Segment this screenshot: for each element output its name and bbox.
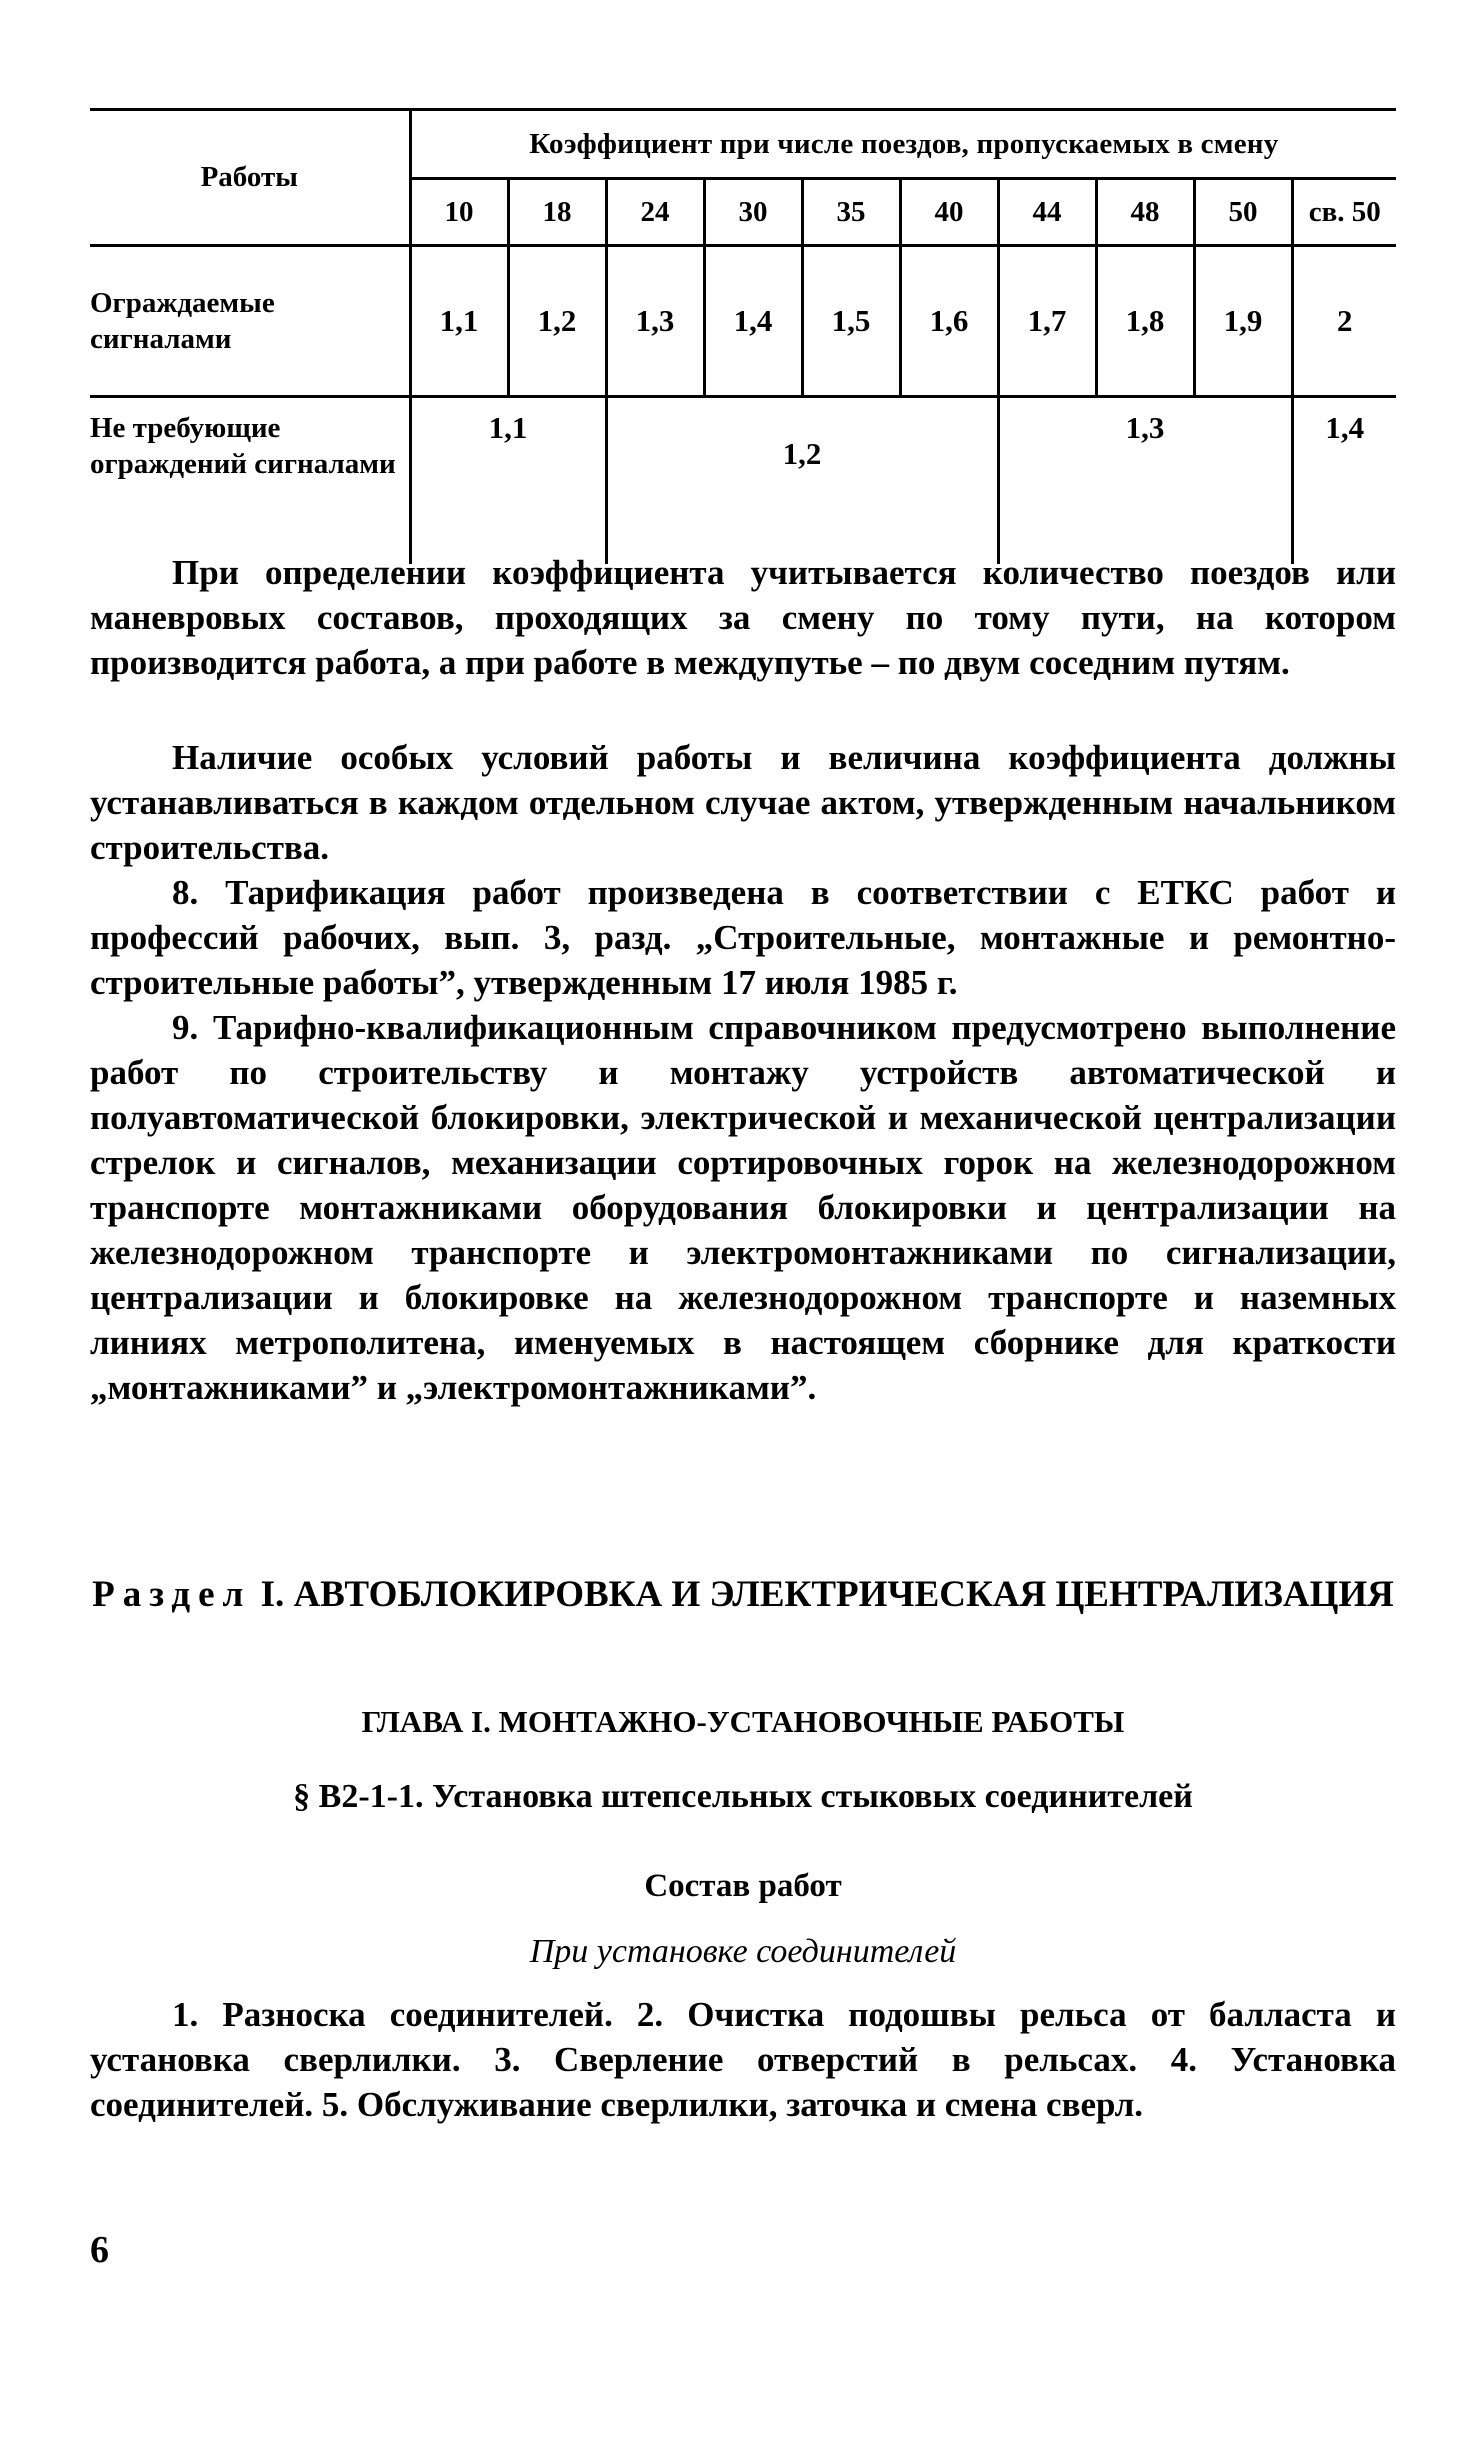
table-cell: 1,7 bbox=[998, 246, 1096, 397]
works-composition-heading: Состав работ bbox=[644, 1868, 842, 1904]
column-header: 10 bbox=[410, 179, 508, 246]
table-cell: 1,1 bbox=[410, 246, 508, 397]
table-cell: 1,8 bbox=[1096, 246, 1194, 397]
column-header: 40 bbox=[900, 179, 998, 246]
column-header: 48 bbox=[1096, 179, 1194, 246]
works-column-header: Работы bbox=[90, 110, 410, 246]
section-heading bbox=[90, 1572, 1396, 1618]
chapter-heading: ГЛАВА I. МОНТАЖНО-УСТАНОВОЧНЫЕ РАБОТЫ bbox=[361, 1704, 1125, 1739]
table-cell: 1,1 bbox=[410, 397, 606, 565]
body-paragraph: 8. Тарификация работ произведена в соответствии с ЕТКС работ и профессий рабочих, вып. 3, разд. „Строительные, монтажные и ремонтно-строительные работы”, утвержденным 17 июля 1985 г. bbox=[90, 873, 1396, 1002]
page-number: 6 bbox=[90, 2229, 109, 2271]
table-cell: 2 bbox=[1292, 246, 1396, 397]
column-header: 24 bbox=[606, 179, 704, 246]
table-cell: 1,4 bbox=[1325, 410, 1365, 445]
column-header: 50 bbox=[1194, 179, 1292, 246]
table-cell: 1,3 bbox=[998, 397, 1292, 565]
column-header: 30 bbox=[704, 179, 802, 246]
table-cell: 1,4 bbox=[704, 246, 802, 397]
column-header: св. 50 bbox=[1308, 195, 1381, 228]
paragraph-title: § В2-1-1. Установка штепсельных стыковых соединителей bbox=[293, 1778, 1193, 1815]
column-header: 18 bbox=[508, 179, 606, 246]
table-cell: 1,3 bbox=[606, 246, 704, 397]
coefficient-group-header: Коэффициент при числе поездов, пропускаемых в смену bbox=[410, 110, 1396, 179]
column-header: 44 bbox=[998, 179, 1096, 246]
section-title: I. АВТОБЛОКИРОВКА И ЭЛЕКТРИЧЕСКАЯ ЦЕНТРАЛИЗАЦИЯ bbox=[260, 1574, 1394, 1615]
table-cell: 1,5 bbox=[802, 246, 900, 397]
body-paragraph: 9. Тарифно-квалификационным справочником предусмотрено выполнение работ по строительству и монтажу устройств автоматической и полуавтоматической блокировки, электрической и механической централизации стрелок и сигналов, механизации сортировочных горок на железнодорожном транспорте монтажниками оборудования блокировки и централизации на железнодорожном транспорте и электромонтажниками по сигнализации, централизации и блокировке на железнодорожном транспорте и наземных линиях метрополитена, именуемых в настоящем сборнике для краткости „монтажниками” и „электромонтажниками”. bbox=[90, 1008, 1396, 1407]
table-cell: 1,9 bbox=[1194, 246, 1292, 397]
subheading: При установке соединителей bbox=[529, 1933, 957, 1970]
table-cell: 1,6 bbox=[900, 246, 998, 397]
steps-paragraph: 1. Разноска соединителей. 2. Очистка подошвы рельса от балласта и установка сверлилки. 3. Сверление отверстий в рельсах. 4. Установка соединителей. 5. Обслуживание сверлилки, заточка и смена сверл. bbox=[90, 1995, 1396, 2124]
section-prefix: Раздел bbox=[92, 1574, 252, 1615]
row-label: Ограждаемые сигналами bbox=[90, 246, 410, 397]
coefficient-table bbox=[90, 108, 1396, 564]
body-paragraph: При определении коэффициента учитывается количество поездов или маневровых составов, проходящих за смену по тому пути, на котором производится работа, а при работе в междупутье – по двум соседним путям. bbox=[90, 553, 1396, 682]
body-paragraph: Наличие особых условий работы и величина коэффициента должны устанавливаться в каждом отдельном случае актом, утвержденным начальником строительства. bbox=[90, 738, 1396, 867]
table-row bbox=[90, 397, 1396, 565]
row-label: Не требующие ограждений сигналами bbox=[90, 397, 410, 565]
table-cell: 1,2 bbox=[606, 397, 998, 565]
table-row bbox=[90, 246, 1396, 397]
column-header: 35 bbox=[802, 179, 900, 246]
table-cell: 1,2 bbox=[508, 246, 606, 397]
